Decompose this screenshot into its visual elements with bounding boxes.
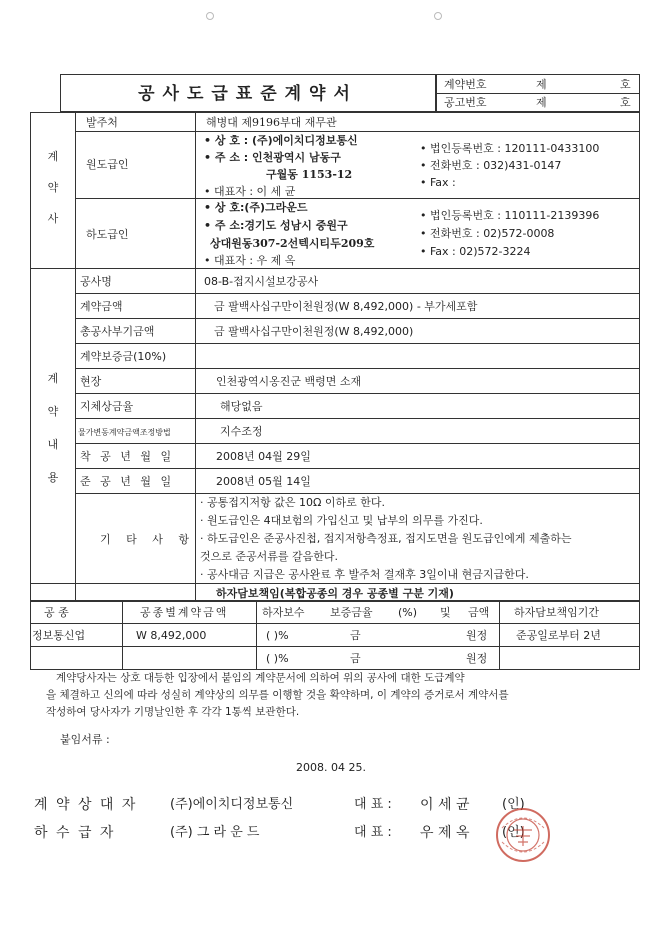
warranty-col-money: 금액 <box>468 606 490 619</box>
row-value-adjustment: 지수조정 <box>220 425 263 438</box>
row-value-site: 인천광역시옹진군 백령면 소재 <box>216 375 362 388</box>
page-title: 공사도급표준계약서 <box>138 84 358 104</box>
warranty-row-2-unit: 원정 <box>466 652 488 665</box>
section-divider <box>30 268 640 269</box>
warranty-title: 하자담보책임(복합공종의 경우 공종별 구분 기재) <box>216 587 454 600</box>
prime-address: • 주 소 : 인천광역시 남동구 <box>204 151 341 164</box>
warranty-row-1-unit: 원정 <box>466 629 488 642</box>
body-line-1: 계약당사자는 상호 대등한 입장에서 붙임의 계약문서에 의하여 위의 공사에 대한 도급계약 <box>56 672 465 684</box>
row-label-total: 총공사부기금액 <box>80 325 155 338</box>
warranty-col-period: 하자담보책임기간 <box>514 606 600 619</box>
sub-address-2: 상대원동307-2선텍시티두209호 <box>210 237 375 250</box>
punch-hole-right <box>434 12 442 20</box>
etc-line-4: 것으로 준공서류를 갈음한다. <box>200 550 339 563</box>
row-label-project: 공사명 <box>80 275 112 288</box>
contract-number-mid: 제 <box>536 78 547 91</box>
prime-contractor-label: 원도급인 <box>86 158 129 171</box>
prime-address-2: 구월동 1153-12 <box>266 168 353 181</box>
warranty-col-and: 및 <box>440 606 451 619</box>
contract-number-label: 계약번호 <box>444 78 487 91</box>
sub-corp-number: • 법인등록번호 : 110111-2139396 <box>420 209 600 222</box>
warranty-row-2-won: 금 <box>350 652 361 665</box>
parties-side-label: 계 약 사 <box>47 150 59 225</box>
row-value-total: 금 팔백사십구만이천원정(W 8,492,000) <box>214 325 414 338</box>
row-label-adjustment: 물가변동계약금액조정방법 <box>78 428 171 437</box>
row-label-end: 준 공 년 월 일 <box>80 475 175 488</box>
warranty-row-1-pct: ( )% <box>266 629 289 642</box>
row-label-etc: 기 타 사 항 <box>100 533 195 546</box>
warranty-row-1-type: 정보통신업 <box>32 629 86 642</box>
prime-fax: • Fax : <box>420 176 456 189</box>
counterparty-company: (주)에이치디정보통신 <box>170 797 294 812</box>
warranty-col-ratio: 하자보수 <box>262 606 305 619</box>
warranty-row-1-period: 준공일로부터 2년 <box>516 629 601 642</box>
prime-corp-number: • 법인등록번호 : 120111-0433100 <box>420 142 600 155</box>
warranty-col-deposit: 보증금율 <box>330 606 373 619</box>
sub-fax: • Fax : 02)572-3224 <box>420 245 531 258</box>
notice-number-end: 호 <box>620 96 631 109</box>
client-value: 해병대 제9196부대 재무관 <box>206 116 337 129</box>
counterparty-rep: 이 세 균 <box>420 797 470 813</box>
contract-side-label: 계 약 내 용 <box>47 372 59 484</box>
subcontractor-sign-company: (주) 그 라 운 드 <box>170 825 260 840</box>
row-label-start: 착 공 년 월 일 <box>80 450 175 463</box>
row-label-penalty: 지체상금율 <box>80 400 134 413</box>
counterparty-seal: (인) <box>502 797 525 812</box>
subcontractor-sign-rep: 우 제 옥 <box>420 825 470 841</box>
etc-line-3: · 하도급인은 준공사진첩, 접지저항측정표, 접지도면을 원도급인에게 제출하는 <box>200 532 572 545</box>
counterparty-label: 계 약 상 대 자 <box>34 797 138 813</box>
warranty-col-type: 공 종 <box>44 606 69 619</box>
attachments-label: 붙임서류 : <box>60 733 110 746</box>
prime-representative: • 대표자 : 이 세 균 <box>204 185 296 198</box>
subcontractor-sign-rep-label: 대 표 : <box>354 825 392 840</box>
warranty-row-1-won: 금 <box>350 629 361 642</box>
prime-phone: • 전화번호 : 032)431-0147 <box>420 159 562 172</box>
row-label-deposit: 계약보증금(10%) <box>80 350 167 363</box>
sub-address: • 주 소:경기도 성남시 중원구 <box>204 219 348 232</box>
contract-number-end: 호 <box>620 78 631 91</box>
row-value-penalty: 해당없음 <box>220 400 263 413</box>
row-label-amount: 계약금액 <box>80 300 123 313</box>
company-seal-stamp <box>494 806 552 864</box>
subcontractor-sign-label: 하 수 급 자 <box>34 825 116 841</box>
row-value-end: 2008년 05월 14일 <box>216 475 311 488</box>
sub-phone: • 전화번호 : 02)572-0008 <box>420 227 555 240</box>
warranty-col-amount: 공종별계약금액 <box>140 606 229 619</box>
sub-representative: • 대표자 : 우 제 옥 <box>204 254 296 267</box>
prime-company: • 상 호 : (주)에이치디정보통신 <box>204 134 358 147</box>
notice-number-label: 공고번호 <box>444 96 487 109</box>
etc-line-1: · 공통접지저항 값은 10Ω 이하로 한다. <box>200 496 386 509</box>
contract-date: 2008. 04 25. <box>296 761 366 774</box>
subcontractor-sign-seal: (인) <box>502 825 525 840</box>
row-value-start: 2008년 04월 29일 <box>216 450 311 463</box>
subcontractor-label: 하도급인 <box>86 228 129 241</box>
punch-hole-left <box>206 12 214 20</box>
warranty-row-2-pct: ( )% <box>266 652 289 665</box>
counterparty-rep-label: 대 표 : <box>354 797 392 812</box>
row-label-site: 현장 <box>80 375 102 388</box>
body-line-3: 작성하여 당사자가 기명날인한 후 각각 1통씩 보관한다. <box>46 706 300 718</box>
client-label: 발주처 <box>86 116 118 129</box>
sub-company: • 상 호:(주)그라운드 <box>204 201 308 214</box>
etc-line-2: · 원도급인은 4대보험의 가입신고 및 납부의 의무를 가진다. <box>200 514 483 527</box>
row-value-project: 08-B-접지시설보강공사 <box>204 275 319 288</box>
notice-number-mid: 제 <box>536 96 547 109</box>
etc-line-5: · 공사대금 지급은 공사완료 후 발주처 결재후 3일이내 현금지급한다. <box>200 568 529 581</box>
body-line-2: 을 체결하고 신의에 따라 성실히 계약상의 의무를 이행할 것을 확약하며, 이 계약의 증거로서 계약서를 <box>46 689 509 701</box>
warranty-row-1-amount: W 8,492,000 <box>136 629 207 642</box>
warranty-col-pct: (%) <box>398 606 418 619</box>
row-value-amount: 금 팔백사십구만이천원정(W 8,492,000) - 부가세포함 <box>214 300 478 313</box>
